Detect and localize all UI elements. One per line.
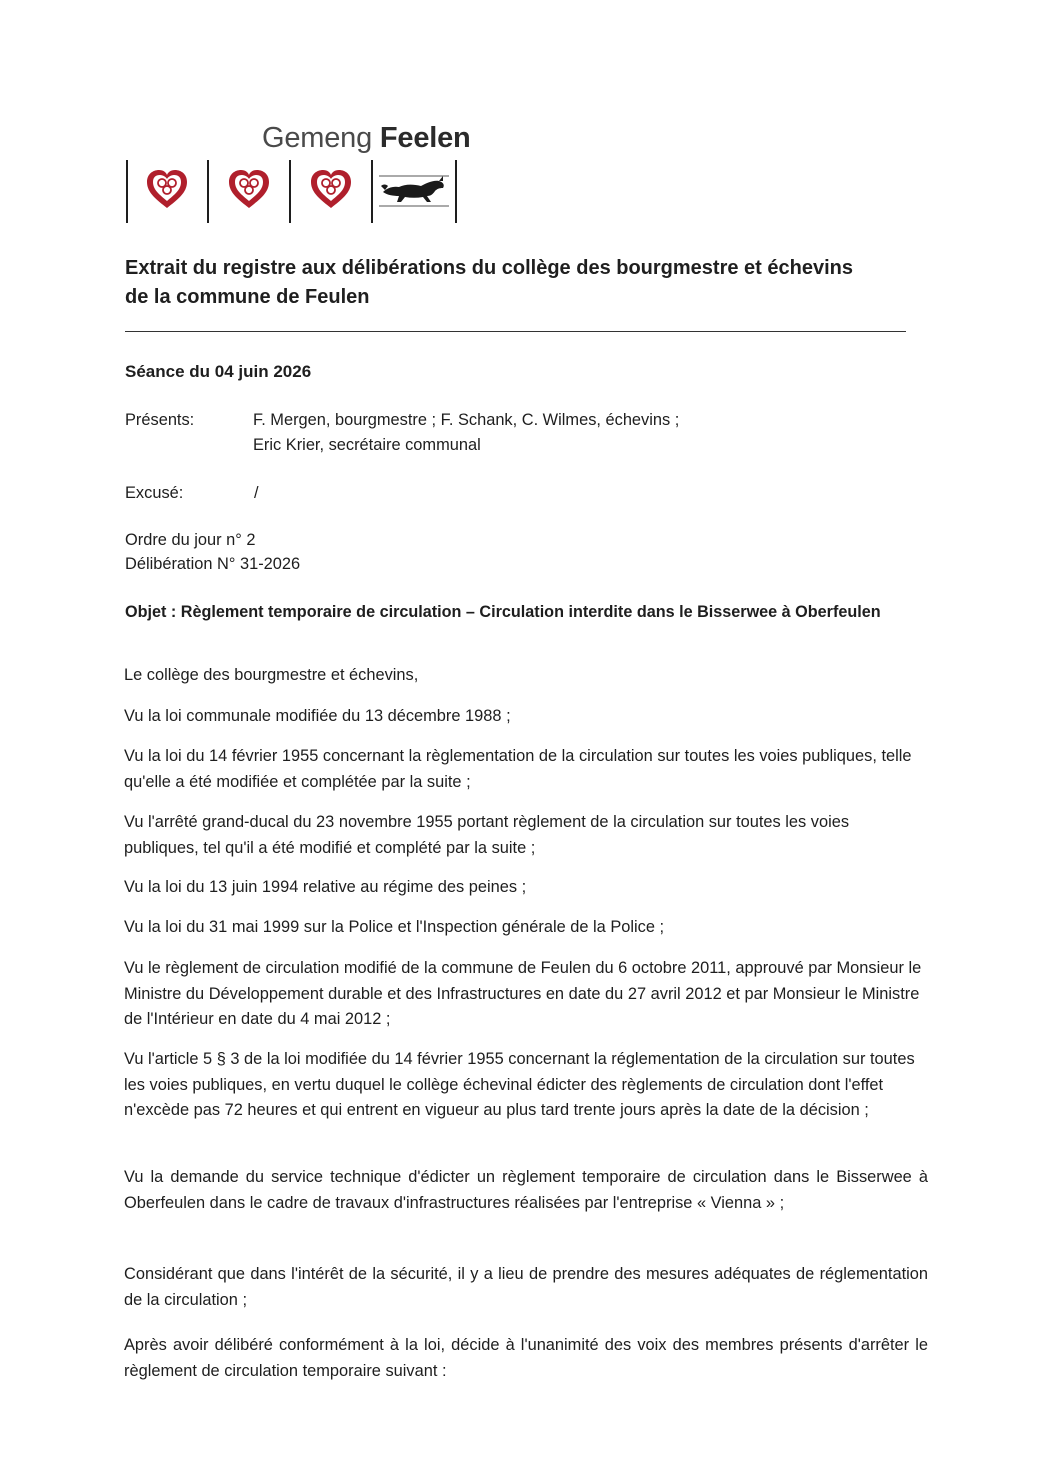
vu-paragraph: Vu la loi communale modifiée du 13 décembre 1988 ; (124, 707, 511, 725)
logo-divider (371, 160, 373, 223)
vu-paragraph: Vu la loi du 13 juin 1994 relative au régime des peines ; (124, 878, 527, 896)
presents-list (253, 408, 853, 457)
logo-divider (455, 160, 457, 223)
logo-divider (207, 160, 209, 223)
document-heading (125, 254, 945, 312)
commune-logo-wordmark (262, 122, 471, 155)
heading-line: Extrait du registre aux délibérations du collège des bourgmestre et échevins (125, 257, 853, 279)
session-date: Séance du 04 juin 2026 (125, 362, 312, 381)
vu-paragraph: Vu la demande du service technique d'édicter un règlement temporaire de circulation dans le Bisserwee à Oberfeulen dans le cadre de travaux d'infrastructures réalisées par l'entreprise « Vienna » ; (124, 1168, 928, 1212)
presents-line: Eric Krier, secrétaire communal (253, 435, 481, 454)
subject-text: Règlement temporaire de circulation – Circulation interdite dans le Bisserwee à Oberfeulen (180, 603, 881, 621)
heading-divider (125, 331, 906, 332)
excuse-value: / (254, 484, 259, 502)
lion-crest-icon (377, 172, 451, 210)
agenda-item: Ordre du jour n° 2 (125, 531, 256, 549)
presents-label: Présents: (125, 411, 195, 429)
heart-crest-icon (145, 168, 189, 212)
presents-line: F. Mergen, bourgmestre ; F. Schank, C. Wilmes, échevins ; (253, 411, 680, 429)
heart-crest-icon (227, 168, 271, 212)
heading-line: de la commune de Feulen (125, 286, 370, 308)
considerant-paragraph: Considérant que dans l'intérêt de la sécurité, il y a lieu de prendre des mesures adéquates de réglementation de la circulation ; (124, 1265, 928, 1309)
logo-name: Feelen (379, 122, 471, 154)
heart-crest-icon (309, 168, 353, 212)
subject-line (125, 600, 881, 625)
vu-paragraph: Vu l'arrêté grand-ducal du 23 novembre 1955 portant règlement de la circulation sur toutes les voies publiques, tel qu'il a été modifié et complété par la suite ; (124, 813, 850, 857)
decision-paragraph: Après avoir délibéré conformément à la loi, décide à l'unanimité des voix des membres présents d'arrêter le règlement de circulation temporaire suivant : (124, 1336, 928, 1380)
vu-paragraph: Vu l'article 5 § 3 de la loi modifiée du 14 février 1955 concernant la réglementation de la circulation sur toutes les voies publiques, en vertu duquel le collège échevinal édicter des règlements de circulation dont l'effet n'excède pas 72 heures et qui entrent en vigueur au plus tard trente jours après la date de la décision ; (124, 1050, 915, 1119)
vu-paragraph: Vu la loi du 14 février 1955 concernant la règlementation de la circulation sur toutes les voies publiques, telle qu'elle a été modifiée et complétée par la suite ; (124, 747, 912, 791)
vu-paragraph: Vu le règlement de circulation modifié de la commune de Feulen du 6 octobre 2011, approuvé par Monsieur le Ministre du Développement durable et des Infrastructures en date du 27 avril 2012 et par Monsieur le Ministre de l'Intérieur en date du 4 mai 2012 ; (124, 959, 922, 1028)
subject-label: Objet : (125, 603, 177, 621)
intro-paragraph: Le collège des bourgmestre et échevins, (124, 666, 419, 684)
deliberation-number: Délibération N° 31-2026 (125, 555, 301, 573)
logo-divider (289, 160, 291, 223)
logo-divider (126, 160, 128, 223)
vu-paragraph: Vu la loi du 31 mai 1999 sur la Police et l'Inspection générale de la Police ; (124, 918, 665, 936)
logo-prefix: Gemeng (262, 122, 373, 154)
excuse-label: Excusé: (125, 484, 184, 502)
